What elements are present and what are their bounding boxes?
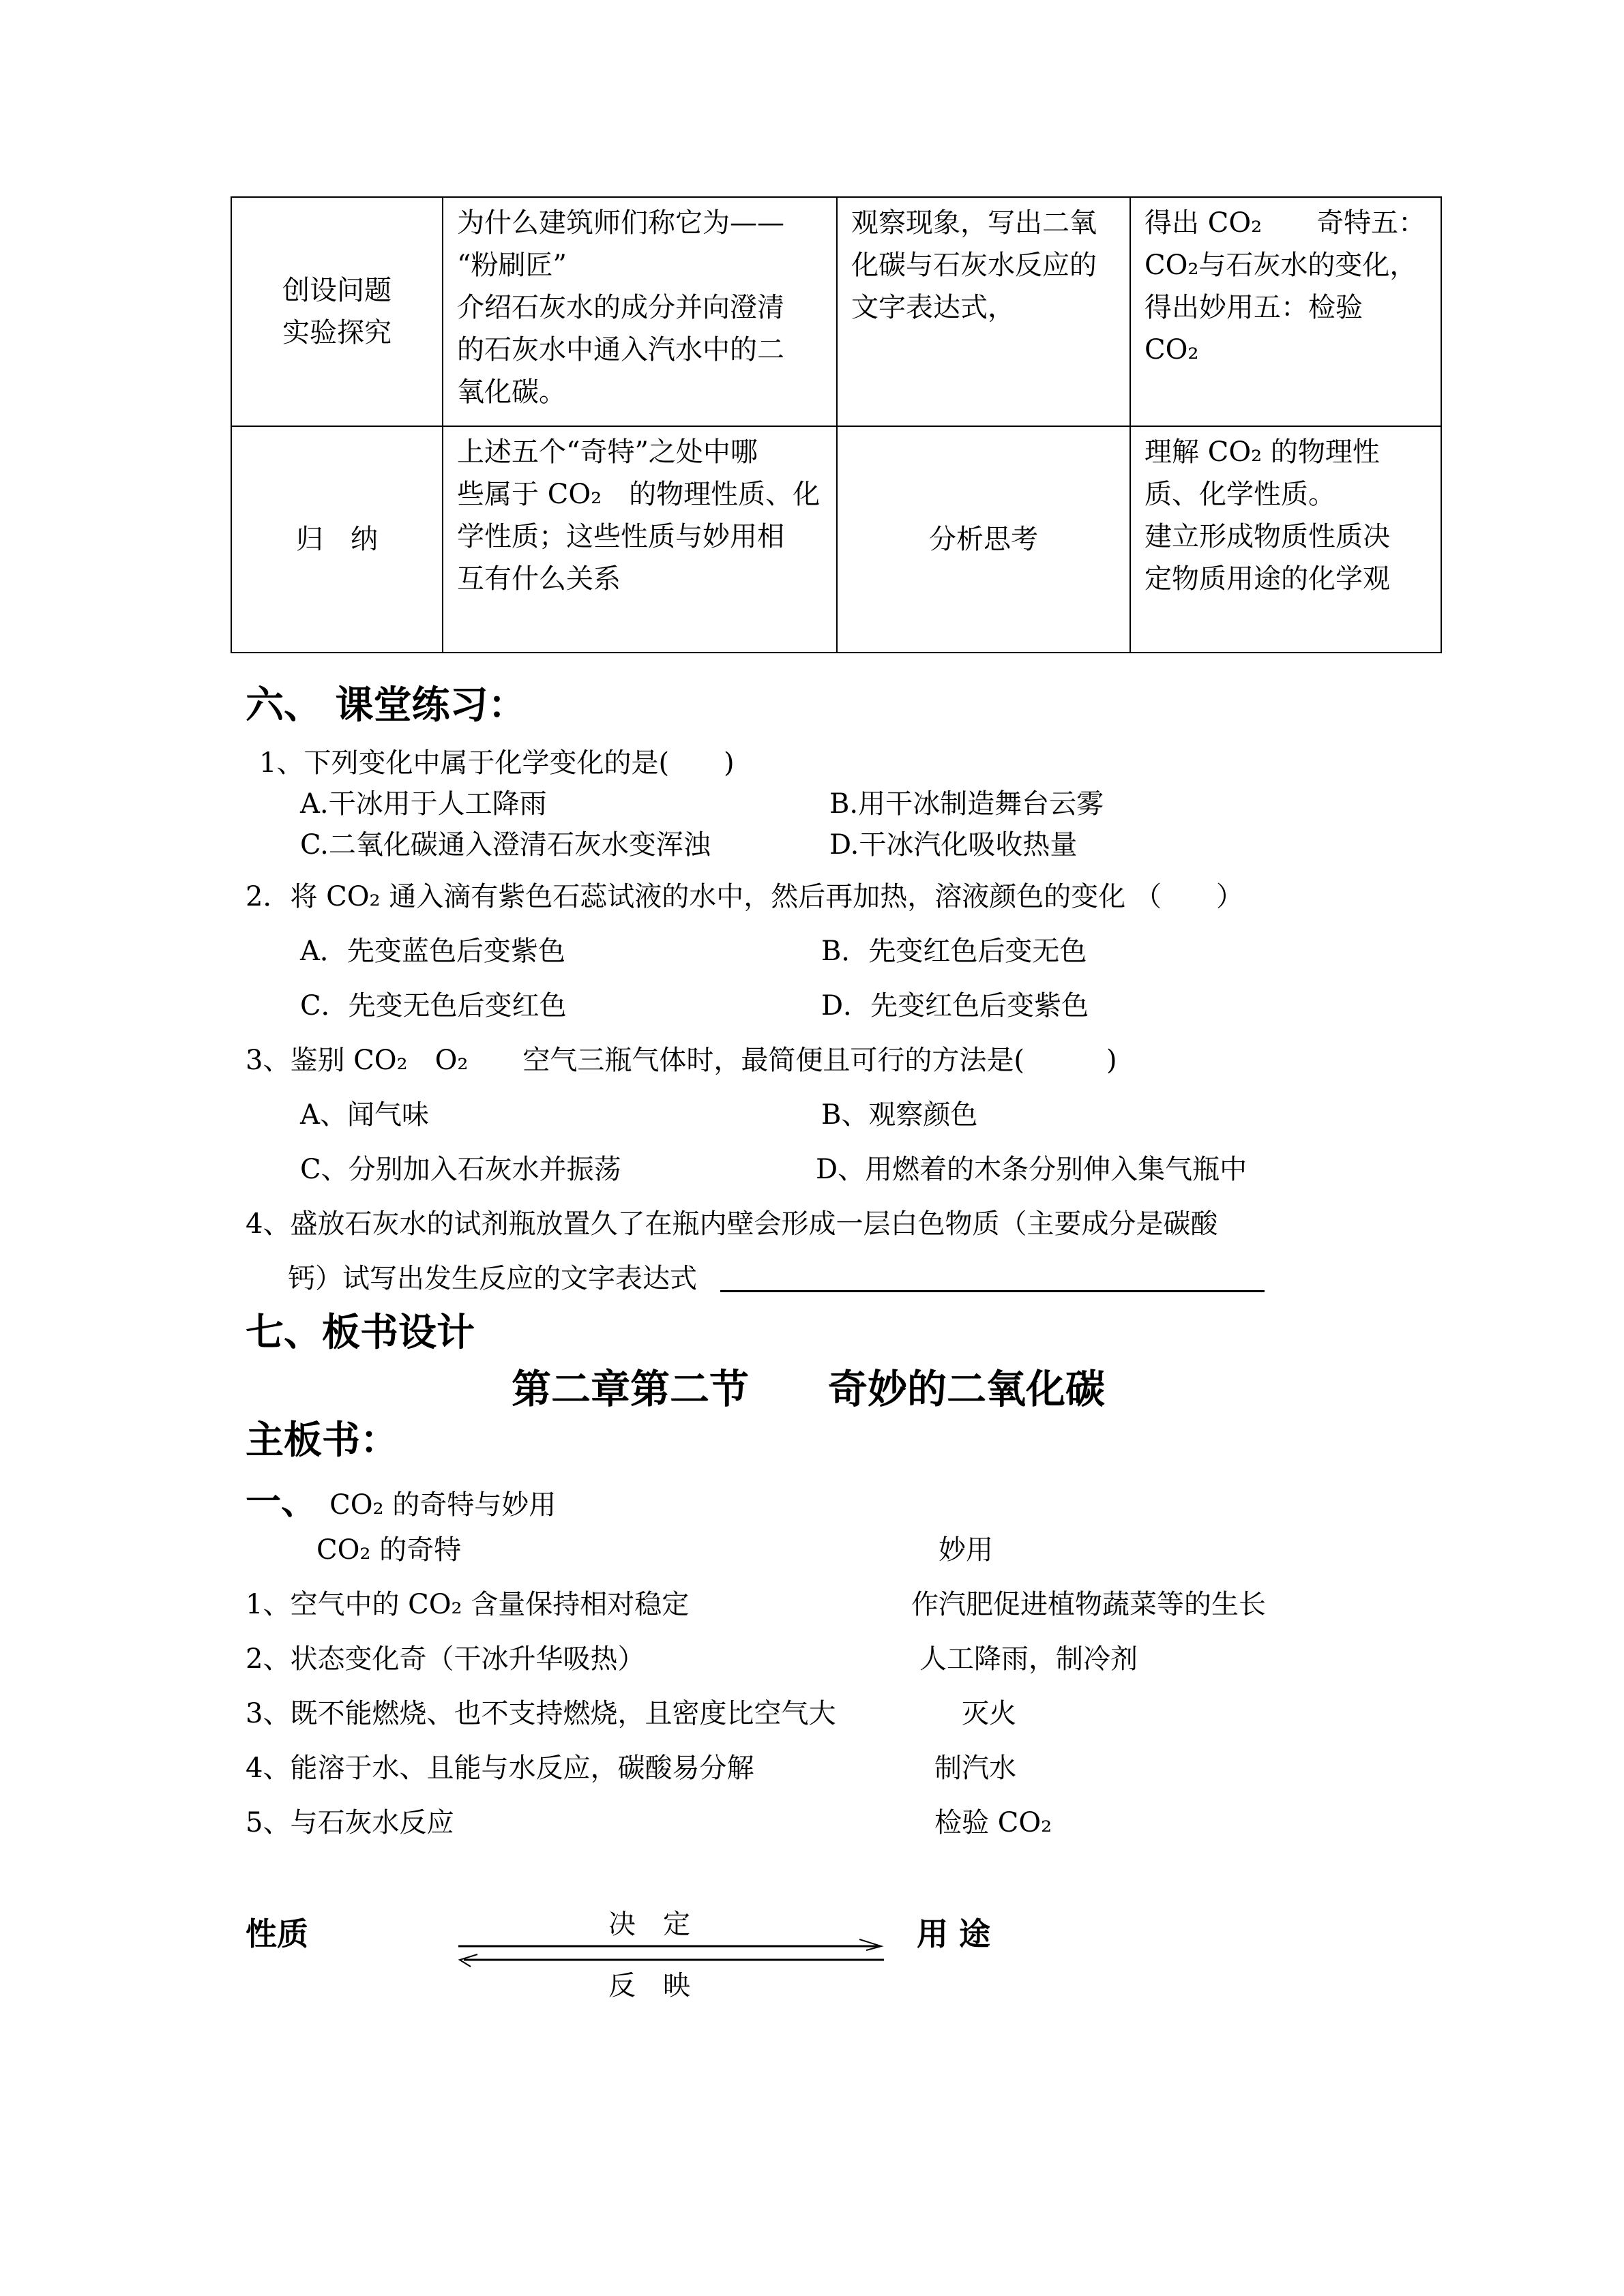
exercise-heading: 六、 课堂练习： bbox=[246, 683, 527, 728]
use-item: 作汽肥促进植物蔬菜等的生长 bbox=[911, 1589, 1266, 1620]
cell-line: 互有什么关系 bbox=[457, 563, 621, 595]
column-left-header: CO₂ 的奇特 bbox=[316, 1534, 462, 1566]
q4-line2: 钙）试写出发生反应的文字表达式 bbox=[288, 1263, 697, 1294]
board-heading: 七、板书设计 bbox=[246, 1311, 475, 1355]
cell-line: 上述五个“奇特”之处中哪 bbox=[457, 436, 758, 468]
cell-line: 质、化学性质。 bbox=[1145, 479, 1335, 510]
cell-line: 文字表达式， bbox=[851, 292, 1015, 323]
cell-line: 为什么建筑师们称它为—— bbox=[457, 207, 784, 239]
answer-blank-line[interactable] bbox=[720, 1290, 1265, 1292]
lesson-table bbox=[231, 196, 1442, 653]
cell-line: 定物质用途的化学观 bbox=[1145, 563, 1390, 595]
table-row bbox=[231, 426, 1441, 653]
student-activity-cell bbox=[837, 426, 1130, 653]
table-row bbox=[231, 197, 1441, 426]
student-activity-cell bbox=[837, 197, 1130, 426]
section-heading bbox=[246, 1473, 556, 1524]
q2-option-a: A．先变蓝色后变紫色 bbox=[300, 936, 565, 967]
property-item: 2、状态变化奇（干冰升华吸热） bbox=[246, 1643, 645, 1675]
q1-option-a: A.干冰用于人工降雨 bbox=[300, 788, 547, 820]
cell-line: 观察现象，写出二氧 bbox=[851, 207, 1097, 239]
cell-line: 氧化碳。 bbox=[457, 376, 566, 408]
q1-stem: 1、下列变化中属于化学变化的是( ) bbox=[259, 747, 735, 779]
q2-option-c: C．先变无色后变红色 bbox=[300, 990, 567, 1022]
stage-line: 创设问题 bbox=[282, 275, 392, 306]
property-item: 3、既不能燃烧、也不支持燃烧，且密度比空气大 bbox=[246, 1698, 836, 1729]
cell-line: “粉刷匠” bbox=[457, 250, 567, 281]
property-item: 1、空气中的 CO₂ 含量保持相对稳定 bbox=[246, 1589, 690, 1620]
q2-stem: 2．将 CO₂ 通入滴有紫色石蕊试液的水中，然后再加热，溶液颜色的变化 （ ） bbox=[246, 881, 1244, 912]
property-item: 5、与石灰水反应 bbox=[246, 1807, 454, 1838]
stage-cell bbox=[231, 426, 443, 653]
cell-line: 得出妙用五：检验 bbox=[1145, 292, 1363, 323]
use-item: 制汽水 bbox=[934, 1753, 1016, 1784]
q1-option-d: D.干冰汽化吸收热量 bbox=[829, 829, 1078, 861]
diagram-left-label: 性质 bbox=[246, 1915, 308, 1952]
cell-line: 些属于 CO₂ 的物理性质、化 bbox=[457, 479, 821, 510]
cell-line: 化碳与石灰水反应的 bbox=[851, 250, 1097, 281]
q1-option-b: B.用干冰制造舞台云雾 bbox=[829, 788, 1104, 820]
relationship-diagram bbox=[457, 1903, 887, 2001]
use-item: 检验 CO₂ bbox=[934, 1807, 1052, 1838]
q3-option-b: B、观察颜色 bbox=[821, 1099, 978, 1131]
arrow-bottom-label: 反 映 bbox=[608, 1970, 690, 2001]
q3-option-c: C、分别加入石灰水并振荡 bbox=[300, 1154, 621, 1185]
cell-line: 分析思考 bbox=[929, 524, 1038, 555]
column-right-header: 妙用 bbox=[939, 1534, 993, 1566]
cell-line: 的石灰水中通入汽水中的二 bbox=[457, 334, 784, 366]
q3-stem: 3、鉴别 CO₂ O₂ 空气三瓶气体时，最简便且可行的方法是( ) bbox=[246, 1045, 1117, 1076]
teacher-activity-cell bbox=[443, 197, 837, 426]
use-item: 人工降雨，制冷剂 bbox=[919, 1643, 1138, 1675]
design-intent-cell bbox=[1130, 426, 1441, 653]
section-prefix: 一、 bbox=[246, 1482, 317, 1523]
use-item: 灭火 bbox=[962, 1698, 1016, 1729]
cell-line: CO₂ bbox=[1145, 334, 1199, 366]
q2-option-b: B．先变红色后变无色 bbox=[821, 936, 1087, 967]
property-item: 4、能溶于水、且能与水反应，碳酸易分解 bbox=[246, 1753, 754, 1784]
teacher-activity-cell bbox=[443, 426, 837, 653]
q3-option-a: A、闻气味 bbox=[300, 1099, 429, 1131]
q2-option-d: D．先变红色后变紫色 bbox=[821, 990, 1089, 1022]
q4-line1: 4、盛放石灰水的试剂瓶放置久了在瓶内壁会形成一层白色物质（主要成分是碳酸 bbox=[246, 1208, 1218, 1240]
design-intent-cell bbox=[1130, 197, 1441, 426]
section-text: CO₂ 的奇特与妙用 bbox=[329, 1489, 557, 1521]
diagram-right-label: 用 途 bbox=[917, 1915, 991, 1952]
stage-line: 归 纳 bbox=[296, 524, 378, 555]
cell-line: 介绍石灰水的成分并向澄清 bbox=[457, 292, 784, 323]
cell-line: 得出 CO₂ 奇特五： bbox=[1145, 207, 1426, 239]
q3-option-d: D、用燃着的木条分别伸入集气瓶中 bbox=[816, 1154, 1247, 1185]
cell-line: 理解 CO₂ 的物理性 bbox=[1145, 436, 1380, 468]
arrow-top-label: 决 定 bbox=[608, 1909, 690, 1940]
cell-line: 学性质；这些性质与妙用相 bbox=[457, 521, 784, 552]
main-board-label: 主板书： bbox=[246, 1418, 398, 1463]
stage-line: 实验探究 bbox=[282, 317, 392, 348]
cell-line: CO₂与石灰水的变化， bbox=[1145, 250, 1417, 281]
board-title: 第二章第二节 奇妙的二氧化碳 bbox=[512, 1366, 1106, 1412]
q1-option-c: C.二氧化碳通入澄清石灰水变浑浊 bbox=[300, 829, 711, 861]
cell-line: 建立形成物质性质决 bbox=[1145, 521, 1390, 552]
stage-cell bbox=[231, 197, 443, 426]
